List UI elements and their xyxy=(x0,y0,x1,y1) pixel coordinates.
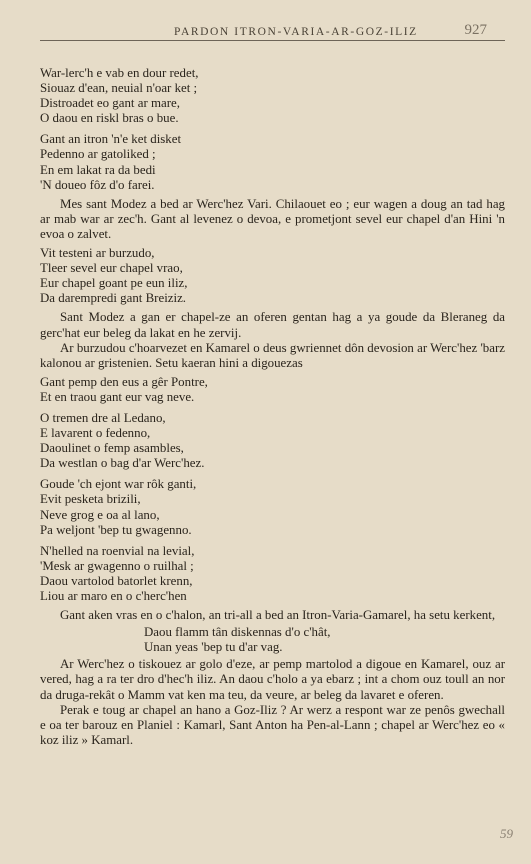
paragraph: Ar Werc'hez o tiskouez ar golo d'eze, ar pemp martolod a digoue en Kamarel, ouz ar vered, hag a ra ter dro d'hec'h iliz. An daou c'holo a ya ebarz ; int a chom ouz toull an nor da druga-rekât o Mamm vat ken ma teu, da veure, ar beleg da lavaret e oferen. xyxy=(40,657,505,702)
verse-line: O tremen dre al Ledano, xyxy=(40,410,166,425)
signature-mark: 59 xyxy=(500,826,513,841)
verse-line: Daou flamm tân diskennas d'o c'hât, xyxy=(144,625,331,640)
verse-block-2 xyxy=(40,246,505,306)
verse-line: O daou en riskl bras o bue. xyxy=(40,111,179,126)
verse-line: En em lakat ra da bedi xyxy=(40,162,156,177)
verse-line: Siouaz d'ean, neuial n'oar ket ; xyxy=(40,81,198,96)
verse-line: Daou vartolod batorlet krenn, xyxy=(40,573,193,588)
stanza xyxy=(40,246,505,306)
verse-line: Pa weljont 'bep tu gwagenno. xyxy=(40,522,192,537)
page-number: 927 xyxy=(464,22,487,38)
verse-line: E lavarent o fedenno, xyxy=(40,426,151,441)
verse-line: Da darempredi gant Breiziz. xyxy=(40,291,187,306)
verse-line: Da westlan o bag d'ar Werc'hez. xyxy=(40,456,205,471)
header-rule xyxy=(40,40,505,41)
verse-line: 'N doueo fôz d'o farei. xyxy=(40,177,155,192)
verse-line: 'Mesk ar gwagenno o ruilhal ; xyxy=(40,558,194,573)
couplet xyxy=(144,625,505,655)
paragraph: Ar burzudou c'hoarvezet en Kamarel o deus gwriennet dôn devosion ar Werc'hez 'barz kalonou ar gristenien. Setu kaeran hini a digouezas xyxy=(40,340,505,370)
verse-line: Pedenno ar gatoliked ; xyxy=(40,147,156,162)
verse-line: Daoulinet o femp asambles, xyxy=(40,441,184,456)
stanza xyxy=(40,544,505,604)
paragraph: Gant aken vras en o c'halon, an tri-all a bed an Itron-Varia-Gamarel, ha setu kerkent, xyxy=(60,608,496,623)
verse-line: Liou ar maro en o c'herc'hen xyxy=(40,589,187,603)
verse-line: Gant an itron 'n'e ket disket xyxy=(40,132,182,147)
verse-block-1 xyxy=(40,66,505,193)
verse-line: Distroadet eo gant ar mare, xyxy=(40,96,180,111)
running-title: PARDON ITRON-VARIA-AR-GOZ-ILIZ xyxy=(174,26,418,38)
page-body xyxy=(40,66,505,748)
verse-line: Evit pesketa brizili, xyxy=(40,492,141,507)
stanza xyxy=(40,477,505,537)
verse-line: Neve grog e oa al lano, xyxy=(40,507,160,522)
stanza xyxy=(40,375,505,405)
verse-line: N'helled na roenvial na levial, xyxy=(40,543,195,558)
verse-line: Gant pemp den eus a gêr Pontre, xyxy=(40,374,208,389)
stanza xyxy=(40,411,505,471)
verse-line: War-lerc'h e vab en dour redet, xyxy=(40,66,199,80)
verse-line: Et en traou gant eur vag neve. xyxy=(40,389,195,404)
verse-block-3 xyxy=(40,375,505,604)
verse-line: Tleer sevel eur chapel vrao, xyxy=(40,261,183,276)
verse-line: Eur chapel goant pe eun iliz, xyxy=(40,276,188,291)
paragraph: Mes sant Modez a bed ar Werc'hez Vari. Chilaouet eo ; eur wagen a doug an tad hag ar mab war ar zec'h. Gant al levenez o devoa, e prometjont sevel eur chapel d'an Hini 'n evoa o zalvet. xyxy=(40,196,505,241)
verse-line: Unan yeas 'bep tu d'ar vag. xyxy=(144,640,283,655)
running-header xyxy=(40,0,505,38)
verse-line: Vit testeni ar burzudo, xyxy=(40,246,155,261)
paragraph: Perak e toug ar chapel an hano a Goz-Iliz ? Ar werz a respont war ze penôs gwechall e oa ter barouz en Planiel : Kamarl, Sant Anton ha Pen-al-Lann ; chapel ar Werc'hez eo « koz iliz » Kamarl. xyxy=(40,702,505,747)
stanza xyxy=(40,132,505,192)
stanza xyxy=(40,66,505,126)
verse-line: Goude 'ch ejont war rôk ganti, xyxy=(40,477,197,492)
paragraph: Sant Modez a gan er chapel-ze an oferen gentan hag a ya goude da Bleraneg da gerc'hat eur beleg da lakat en he zervij. xyxy=(40,310,505,340)
